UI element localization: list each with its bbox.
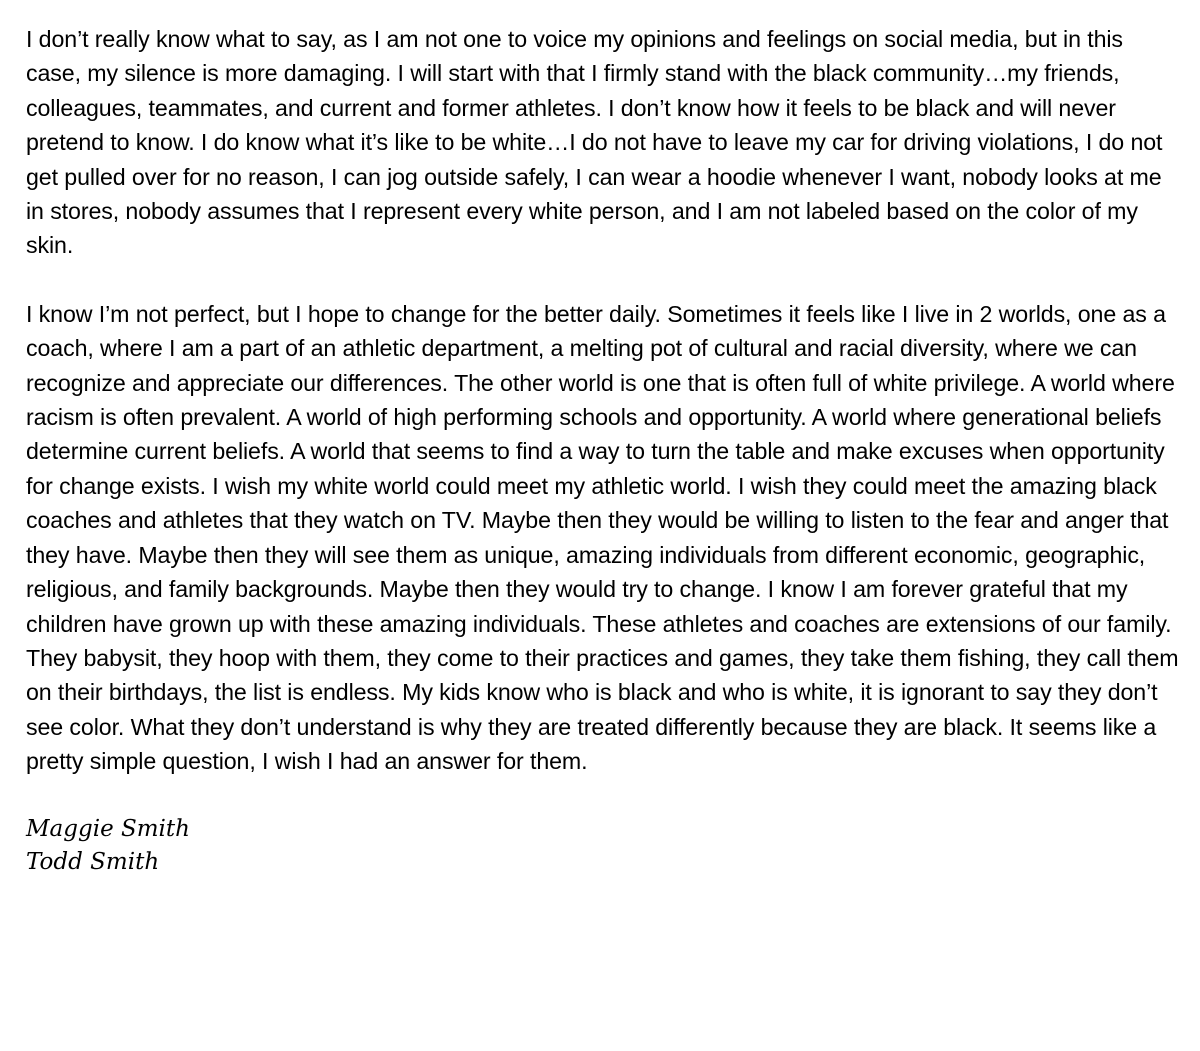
paragraph-2: I know I’m not perfect, but I hope to change for the better daily. Sometimes it feels like I live in 2 worlds, one as a coach, where I am a part of an athletic department, a melting pot of cultural and racial diversity, where we can recognize and appreciate our differences. The other world is one that is often full of white privilege. A world where racism is often prevalent. A world of high performing schools and opportunity. A world where generational beliefs determine current beliefs. A world that seems to find a way to turn the table and make excuses when opportunity for change exists. I wish my white world could meet my athletic world. I wish they could meet the amazing black coaches and athletes that they watch on TV. Maybe then they would be willing to listen to the fear and anger that they have. Maybe then they will see them as unique, amazing individuals from different economic, geographic, religious, and family backgrounds. Maybe then they would try to change. I know I am forever grateful that my children have grown up with these amazing individuals. These athletes and coaches are extensions of our family. They babysit, they hoop with them, they come to their practices and games, they take them fishing, they call them on their birthdays, the list is endless. My kids know who is black and who is white, it is ignorant to say they don’t see color. What they don’t understand is why they are treated differently because they are black. It seems like a pretty simple question, I wish I had an answer for them. <box>26 300 1179 775</box>
signature-maggie-smith: Maggie Smith <box>26 815 190 842</box>
paragraph-1: I don’t really know what to say, as I am not one to voice my opinions and feelings on social media, but in this case, my silence is more damaging. I will start with that I firmly stand with the black community…my friends, colleagues, teammates, and current and former athletes. I don’t know how it feels to be black and will never pretend to know. I do know what it’s like to be white…I do not have to leave my car for driving violations, I do not get pulled over for no reason, I can jog outside safely, I can wear a hoodie whenever I want, nobody looks at me in stores, nobody assumes that I represent every white person, and I am not labeled based on the color of my skin. <box>26 26 1163 259</box>
letter-document <box>26 22 1184 879</box>
paragraph-spacer <box>26 263 1184 297</box>
signature-block <box>26 813 1184 879</box>
signature-todd-smith: Todd Smith <box>26 848 160 875</box>
